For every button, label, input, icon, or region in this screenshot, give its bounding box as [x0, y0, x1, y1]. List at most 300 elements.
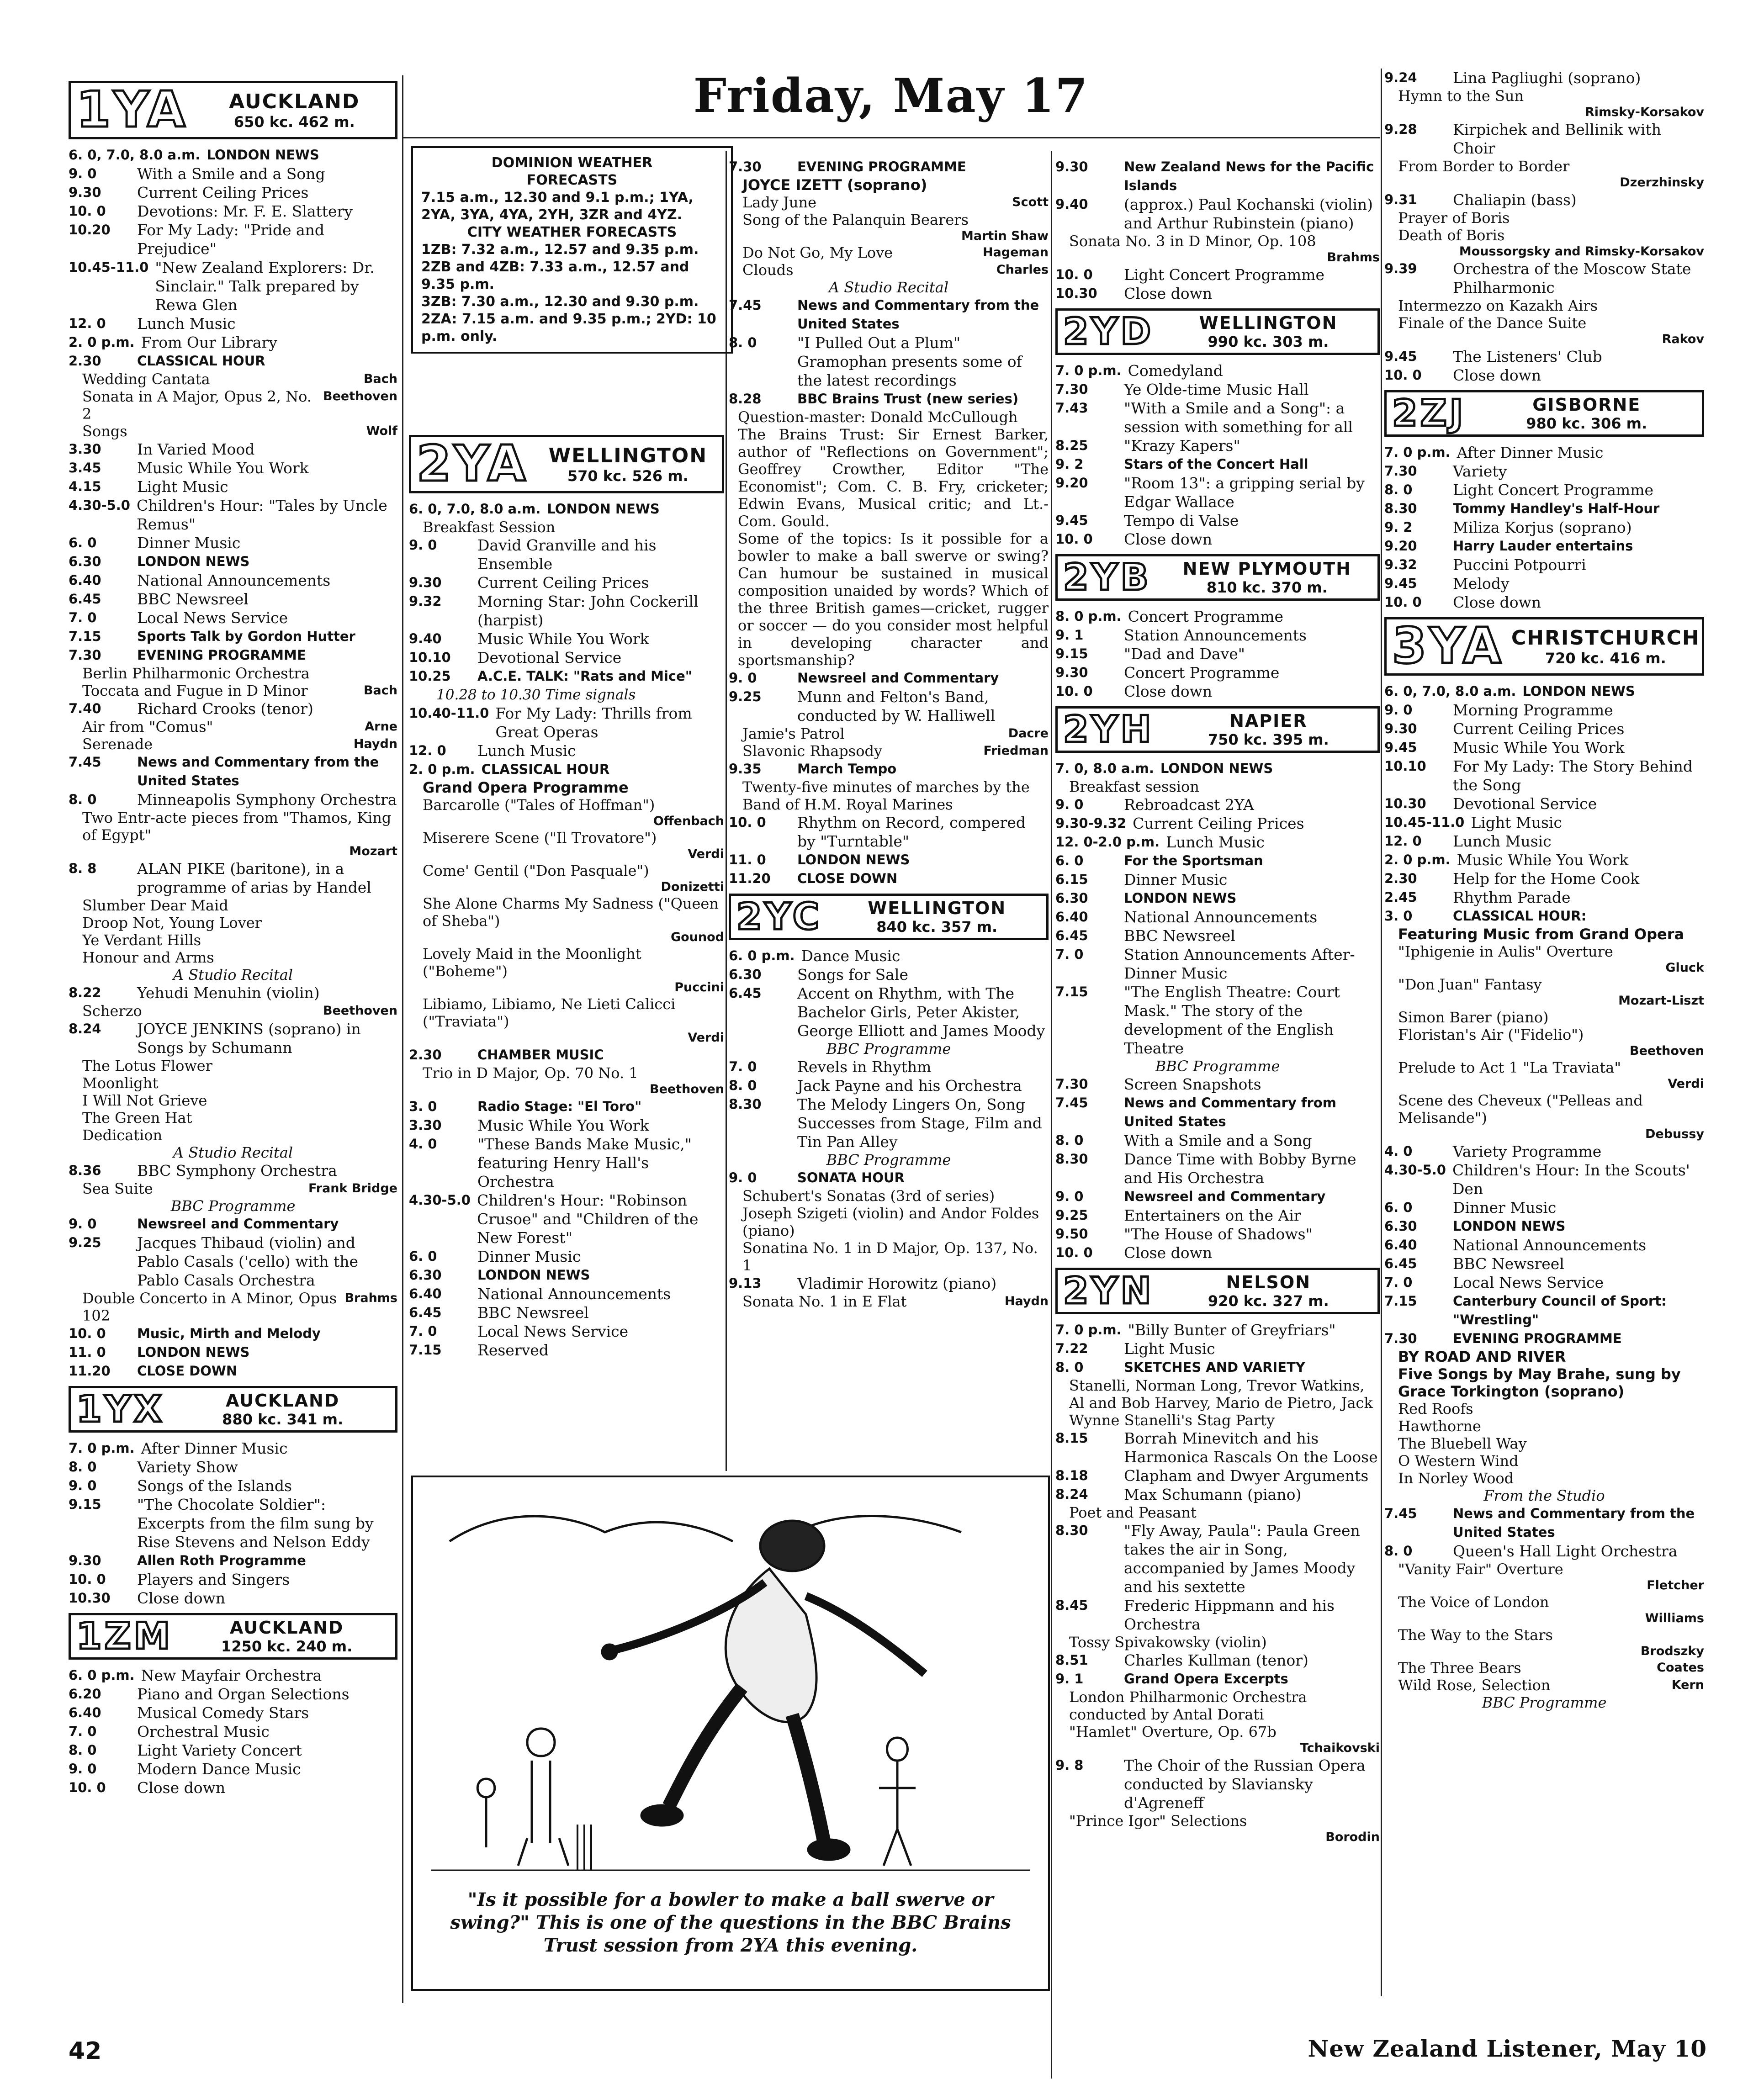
programme-detail: Some of the topics: Is it possible for a bowler to make a ball swerve or swing? Can humour be sustained in musical composition unaided by words? Which of the three British games—cricket, rugger or soccer — do you consider most helpful in developing character and sportsmanship?: [738, 530, 1049, 669]
column-rule: [402, 75, 403, 2003]
programme-item: [1055, 852, 1380, 870]
programme-item: [729, 1058, 1049, 1076]
programme-detail: Dedication: [82, 1127, 163, 1144]
programme-item: [1055, 1466, 1380, 1485]
programme-time: 9. 0: [729, 670, 757, 686]
programme-work: [69, 718, 397, 735]
programme-item: [1384, 443, 1704, 462]
programme-item: [1055, 1321, 1380, 1339]
programme-time: 9.15: [1055, 646, 1088, 661]
programme-title: National Announcements: [1124, 908, 1318, 926]
programme-detail: Death of Boris: [1398, 227, 1505, 244]
programme-detail: Prayer of Boris: [1398, 209, 1510, 227]
programme-item: [69, 859, 397, 897]
programme-title: Music While You Work: [1457, 851, 1629, 869]
programme-title: "I Pulled Out a Plum" Gramophan presents some of the latest recordings: [797, 334, 1022, 389]
programme-title: Newsreel and Commentary: [137, 1216, 339, 1232]
programme-time: 6.45: [729, 985, 762, 1001]
programme-time: 7.45: [729, 297, 762, 313]
composer: Puccini: [674, 980, 724, 994]
programme-detail: Sonata No. 3 in D Minor, Op. 108: [1069, 233, 1316, 250]
work-title: Sonata in A Major, Opus 2, No. 2: [82, 388, 312, 423]
programme-title: Light Music: [1124, 1340, 1215, 1358]
work-title: Sea Suite: [82, 1180, 153, 1197]
programme-title: Munn and Felton's Band, conducted by W. Halliwell: [797, 688, 996, 725]
programme-item: [1055, 399, 1380, 436]
programme-time: 9. 8: [1055, 1757, 1084, 1773]
programme-title: Children's Hour: In the Scouts' Den: [1452, 1161, 1690, 1198]
programme-title: Lunch Music: [1453, 832, 1552, 850]
programme-item: [1055, 1485, 1380, 1504]
programme-item: [729, 296, 1049, 333]
programme-title: News and Commentary from the United States: [137, 754, 379, 788]
programme-time: 9.30: [69, 185, 101, 200]
programme-time: 11. 0: [729, 852, 766, 868]
programme-item: [69, 1439, 397, 1458]
programme-time: 8. 0 p.m.: [1055, 608, 1122, 624]
programme-time: 9. 0: [409, 537, 437, 553]
programme-title: EVENING PROGRAMME: [797, 159, 966, 175]
programme-title: "Billy Bunter of Greyfriars": [1128, 1321, 1336, 1339]
programme-time: 9.13: [729, 1275, 762, 1291]
programme-detail: "Hamlet" Overture, Op. 67b: [1069, 1723, 1277, 1740]
programme-item: [409, 648, 724, 667]
programme-work: [729, 244, 1049, 261]
programme-title: Entertainers on the Air: [1124, 1206, 1301, 1224]
programme-time: 9.50: [1055, 1226, 1088, 1242]
programme-title: Canterbury Council of Sport: "Wrestling": [1453, 1293, 1667, 1328]
programme-item: [729, 669, 1049, 688]
station-city: AUCKLAND: [229, 90, 360, 113]
programme-title: For the Sportsman: [1124, 853, 1263, 868]
programme-time: 9. 2: [1384, 519, 1413, 535]
composer: Arne: [365, 719, 397, 734]
composer: Haydn: [353, 737, 397, 751]
programme-title: Station Announcements After-Dinner Music: [1124, 946, 1355, 982]
programme-item: [409, 667, 724, 686]
programme-item: [69, 627, 397, 646]
programme-item: [1055, 1225, 1380, 1243]
programme-item: [69, 1161, 397, 1180]
programme-time: 10. 0: [69, 1571, 106, 1587]
programme-credit: A Studio Recital: [828, 279, 949, 296]
programme-work: [729, 725, 1049, 742]
programme-title: Music While You Work: [477, 630, 649, 648]
programme-title: Orchestra of the Moscow State Philharmonic: [1453, 260, 1691, 296]
programme-title: BBC Newsreel: [1124, 927, 1235, 945]
programme-item: [729, 851, 1049, 869]
station-frequency: 980 kc. 306 m.: [1526, 415, 1647, 432]
programme-item: [729, 869, 1049, 888]
programme-detail: Poet and Peasant: [1069, 1504, 1197, 1521]
programme-time: 6. 0: [1055, 853, 1084, 868]
programme-title: Light Music: [1471, 814, 1562, 831]
programme-item: [1055, 1075, 1380, 1094]
programme-title: Current Ceiling Prices: [1133, 815, 1304, 832]
programme-item: [69, 221, 397, 258]
programme-time: 7.40: [69, 701, 101, 716]
programme-time: 9. 2: [1055, 456, 1084, 472]
composer: Rimsky-Korsakov: [1585, 105, 1704, 119]
programme-item: [69, 258, 397, 314]
work-title: Serenade: [82, 735, 153, 753]
programme-time: 7.30: [729, 159, 762, 175]
programme-title: Music While You Work: [137, 459, 309, 477]
station-header-1ya: [69, 81, 397, 139]
programme-item: [409, 1285, 724, 1303]
composer: Bach: [363, 683, 397, 698]
programme-time: 9.25: [729, 689, 762, 704]
programme-detail: Breakfast session: [1069, 778, 1199, 795]
programme-title: Max Schumann (piano): [1124, 1486, 1302, 1503]
programme-item: [1055, 511, 1380, 530]
work-title: Songs: [82, 423, 127, 440]
programme-time: 10. 0: [1055, 267, 1093, 282]
programme-time: 6.15: [1055, 872, 1088, 887]
programme-detail: Miserere Scene ("Il Trovatore"): [423, 829, 657, 846]
programme-time: 7.15: [409, 1342, 442, 1358]
programme-item: [69, 646, 397, 665]
composer: Verdi: [1668, 1077, 1704, 1091]
composer: Rakov: [1662, 332, 1704, 346]
programme-item: [69, 984, 397, 1002]
composer: Martin Shaw: [961, 229, 1049, 243]
programme-item: [69, 1233, 397, 1290]
programme-item: [1055, 682, 1380, 701]
programme-time: 8.24: [69, 1021, 101, 1037]
programme-detail: She Alone Charms My Sadness ("Queen of Sheba"): [423, 895, 719, 930]
programme-detail: Tossy Spivakowsky (violin): [1069, 1634, 1267, 1651]
programme-title: Light Concert Programme: [1124, 266, 1325, 284]
work-title: Scherzo: [82, 1002, 142, 1020]
programme-item: [1384, 1542, 1704, 1560]
programme-work: [1384, 1677, 1704, 1694]
programme-item: [69, 552, 397, 571]
programme-item: [1384, 832, 1704, 851]
work-title: Jamie's Patrol: [742, 725, 845, 742]
programme-title: With a Smile and a Song: [137, 165, 325, 183]
programme-title: LONDON NEWS: [477, 1267, 590, 1283]
programme-title: Vladimir Horowitz (piano): [797, 1275, 997, 1292]
programme-item: [409, 629, 724, 648]
programme-item: [1055, 530, 1380, 549]
programme-title: Close down: [137, 1779, 226, 1797]
programme-title: Minneapolis Symphony Orchestra: [137, 791, 397, 809]
bowler-arm: [806, 1596, 925, 1674]
programme-title: LONDON NEWS: [547, 501, 660, 517]
programme-title: Grand Opera Excerpts: [1124, 1671, 1288, 1687]
programme-time: 10.45-11.0: [69, 259, 149, 275]
programme-time: 10. 0: [729, 815, 766, 830]
programme-title: Reserved: [477, 1341, 549, 1359]
programme-item: [69, 333, 397, 352]
programme-item: [409, 592, 724, 629]
programme-time: 8.36: [69, 1163, 101, 1178]
composer: Verdi: [688, 1031, 724, 1045]
station-frequency: 1250 kc. 240 m.: [221, 1638, 353, 1655]
programme-detail: Droop Not, Young Lover: [82, 914, 262, 931]
programme-title: Devotional Service: [477, 649, 622, 666]
programme-time: 9.24: [1384, 70, 1417, 85]
programme-item: [69, 1362, 397, 1381]
programme-detail: The Voice of London: [1398, 1593, 1549, 1611]
composer: Scott: [1012, 195, 1049, 209]
station-city: GISBORNE: [1532, 395, 1641, 415]
programme-title: Close down: [1124, 530, 1213, 548]
programme-title: Station Announcements: [1124, 626, 1307, 644]
station-header-1yx: [69, 1386, 397, 1433]
weather-line: 2ZB and 4ZB: 7.33 a.m., 12.57 and 9.35 p.m.: [421, 259, 689, 292]
composer: Mozart: [349, 844, 397, 858]
programme-detail: Ye Verdant Hills: [82, 931, 201, 949]
programme-title: LONDON NEWS: [1124, 890, 1237, 906]
programme-time: 6.45: [1384, 1256, 1417, 1271]
composer: Wolf: [366, 424, 397, 438]
composer: Offenbach: [653, 814, 724, 828]
cricket-bowler-drawing: [413, 1477, 1048, 1884]
programme-detail: Slumber Dear Maid: [82, 897, 228, 914]
programme-time: 9.20: [1384, 538, 1417, 554]
station-header-2yc: [729, 894, 1049, 940]
programme-time: 12. 0: [69, 316, 106, 331]
programme-title: CLOSE DOWN: [137, 1363, 238, 1379]
programme-title: "Krazy Kapers": [1124, 437, 1240, 455]
programme-item: [69, 1020, 397, 1057]
programme-time: 7.30: [1055, 1076, 1088, 1092]
station-header-2ya: [409, 435, 724, 493]
composer: Mozart-Liszt: [1618, 994, 1704, 1008]
programme-item: [1055, 1094, 1380, 1131]
programme-item: [409, 500, 724, 518]
programme-title: Variety Show: [137, 1458, 238, 1476]
programme-title: In Varied Mood: [137, 440, 255, 458]
programme-detail: Schubert's Sonatas (3rd of series): [742, 1187, 995, 1205]
programme-title: Borrah Minevitch and his Harmonica Rascals On the Loose: [1124, 1429, 1378, 1466]
programme-detail: Stanelli, Norman Long, Trevor Watkins, Al and Bob Harvey, Mario de Pietro, Jack Wynne Stanelli's Stag Party: [1069, 1377, 1373, 1429]
programme-detail: "Don Juan" Fantasy: [1398, 976, 1542, 993]
programme-title: BBC Newsreel: [1453, 1255, 1564, 1273]
programme-time: 9.30: [1055, 665, 1088, 680]
programme-title: "With a Smile and a Song": a session with something for all: [1124, 399, 1353, 436]
programme-item: [1384, 701, 1704, 719]
programme-detail: Two Entr-acte pieces from "Thamos, King of Egypt": [82, 809, 392, 844]
programme-title: Yehudi Menuhin (violin): [137, 984, 320, 1002]
programme-title: Local News Service: [477, 1322, 629, 1340]
bowler-head: [760, 1521, 824, 1571]
illustration-caption: "Is it possible for a bowler to make a ball swerve or swing?" This is one of the questions in the BBC Brains Trust session from 2YA this evening.: [450, 1889, 1011, 1956]
programme-time: 10.45-11.0: [1384, 815, 1465, 830]
programme-item: [1055, 380, 1380, 399]
station-city: WELLINGTON: [868, 898, 1006, 918]
programme-title: (approx.) Paul Kochanski (violin) and Arthur Rubinstein (piano): [1124, 196, 1373, 232]
programme-detail: Song of the Palanquin Bearers: [742, 211, 969, 228]
programme-time: 6.40: [1384, 1237, 1417, 1253]
programme-title: "New Zealand Explorers: Dr. Sinclair." Talk prepared by Rewa Glen: [155, 259, 375, 314]
programme-time: 3.30: [409, 1117, 442, 1133]
programme-time: 7. 0 p.m.: [69, 1440, 135, 1456]
programme-item: [1055, 474, 1380, 511]
programme-title: Current Ceiling Prices: [477, 574, 649, 592]
programme-time: 4. 0: [409, 1136, 437, 1152]
programme-item: [1055, 1358, 1380, 1377]
programme-detail: Prelude to Act 1 "La Traviata": [1398, 1059, 1621, 1076]
programme-item: [1055, 645, 1380, 663]
programme-title: Queen's Hall Light Orchestra: [1453, 1542, 1678, 1560]
programme-time: 7. 0, 8.0 a.m.: [1055, 761, 1154, 776]
programme-title: Musical Comedy Stars: [137, 1704, 309, 1722]
programme-time: 6.45: [1055, 928, 1088, 943]
programme-title: LONDON NEWS: [1453, 1218, 1566, 1234]
programme-title: A.C.E. TALK: "Rats and Mice": [477, 668, 692, 684]
programme-time: 6. 0 p.m.: [729, 948, 795, 963]
composer: Kern: [1671, 1678, 1704, 1692]
programme-time: 11. 0: [69, 1344, 106, 1360]
programme-title: Close down: [1453, 593, 1541, 611]
programme-item: [1055, 1243, 1380, 1262]
programme-work: [1384, 1659, 1704, 1677]
programme-item: [1055, 1521, 1380, 1596]
programme-title: Close down: [1124, 682, 1213, 700]
programme-time: 7.15: [1055, 984, 1088, 1000]
programme-detail: The Brains Trust: Sir Ernest Barker, author of "Reflections on Government"; Geoffrey Crowther, Editor "The Economist"; Com. C. B. Fry, cricketer; Edwin Evans, Musical critic; and Lt.-Com. Gould.: [738, 426, 1049, 530]
programme-item: [729, 688, 1049, 725]
programme-title: For My Lady: "Pride and Prejudice": [137, 221, 325, 258]
programme-title: Jacques Thibaud (violin) and Pablo Casals ('cello) with the Pablo Casals Orchestra: [137, 1234, 359, 1289]
column-rule: [1381, 69, 1382, 1996]
programme-item: [1055, 795, 1380, 814]
programme-time: 8. 0: [1055, 1359, 1084, 1375]
programme-time: 6.40: [69, 572, 101, 588]
programme-work: [729, 261, 1049, 279]
programme-item: [1384, 738, 1704, 757]
programme-work: [729, 194, 1049, 211]
station-city: NAPIER: [1229, 711, 1308, 731]
programme-item: [1055, 833, 1380, 852]
cloud-stroke: [450, 1516, 733, 1541]
programme-title: Children's Hour: "Robinson Crusoe" and "Children of the New Forest": [477, 1191, 699, 1247]
programme-item: [69, 352, 397, 370]
programme-title: Harry Lauder entertains: [1453, 538, 1633, 554]
programme-title: Charles Kullman (tenor): [1124, 1651, 1308, 1669]
programme-title: Ye Olde-time Music Hall: [1124, 381, 1309, 398]
programme-item: [1384, 593, 1704, 612]
programme-item: [409, 1322, 724, 1341]
programme-item: [69, 183, 397, 202]
programme-detail: Berlin Philharmonic Orchestra: [82, 665, 310, 682]
programme-detail: Question-master: Donald McCullough: [738, 408, 1018, 426]
programme-item: [409, 1303, 724, 1322]
programme-title: Light Variety Concert: [137, 1741, 302, 1759]
programme-time: 9.45: [1384, 576, 1417, 591]
programme-detail: In Norley Wood: [1398, 1470, 1514, 1487]
programme-item: [1384, 120, 1704, 158]
programme-item: [1055, 945, 1380, 983]
programme-time: 7.15: [69, 629, 101, 644]
programme-item: [729, 158, 1049, 176]
programme-title: LONDON NEWS: [207, 147, 319, 163]
programme-time: 9.30: [409, 575, 442, 590]
programme-item: [1055, 436, 1380, 455]
composer: Gluck: [1665, 961, 1704, 975]
programme-item: [69, 571, 397, 590]
programme-time: 3.45: [69, 460, 101, 476]
programme-time: 9. 1: [1055, 627, 1084, 643]
programme-item: [69, 790, 397, 809]
work-title: Wild Rose, Selection: [1398, 1677, 1551, 1694]
programme-title: Puccini Potpourri: [1453, 556, 1586, 574]
programme-detail: Twenty-five minutes of marches by the Band of H.M. Royal Marines: [742, 778, 1030, 813]
programme-title: Sports Talk by Gordon Hutter: [137, 629, 355, 644]
column-3: [729, 158, 1049, 1310]
programme-title: Music, Mirth and Melody: [137, 1326, 321, 1341]
programme-work: [69, 682, 397, 699]
programme-title: Newsreel and Commentary: [797, 670, 999, 686]
programme-title: Morning Programme: [1453, 701, 1613, 719]
programme-title: Concert Programme: [1124, 664, 1280, 682]
programme-time: 9.30: [1055, 159, 1088, 175]
station-call-sign: 2YD: [1063, 310, 1154, 353]
programme-item: [729, 390, 1049, 408]
programme-item: [1055, 284, 1380, 303]
programme-title: JOYCE JENKINS (soprano) in Songs by Schumann: [137, 1020, 361, 1057]
programme-title: EVENING PROGRAMME: [1453, 1331, 1622, 1346]
programme-item: [69, 164, 397, 183]
programme-detail: Hymn to the Sun: [1398, 87, 1524, 105]
programme-title: Close down: [1124, 1244, 1213, 1262]
programme-item: [69, 202, 397, 221]
programme-subheading: Grand Opera Programme: [423, 779, 629, 796]
programme-item: [1384, 888, 1704, 907]
programme-item: [69, 1741, 397, 1760]
programme-item: [1384, 757, 1704, 794]
programme-item: [409, 1247, 724, 1266]
programme-item: [1384, 682, 1704, 701]
programme-work: [69, 370, 397, 388]
composer: Brahms: [344, 1291, 397, 1305]
programme-time: 8. 0: [729, 335, 757, 350]
programme-subheading: BY ROAD AND RIVER: [1398, 1348, 1566, 1365]
programme-title: CHAMBER MUSIC: [477, 1047, 604, 1063]
programme-item: [409, 1191, 724, 1247]
programme-time: 7.15: [1384, 1293, 1417, 1309]
programme-time: 9.40: [1055, 196, 1088, 212]
composer: Williams: [1645, 1611, 1704, 1625]
programme-item: [69, 1476, 397, 1495]
programme-time: 2. 0 p.m.: [1384, 852, 1451, 868]
programme-time: 7.45: [1055, 1095, 1088, 1111]
programme-time: 10.30: [1384, 796, 1426, 811]
programme-time: 8.30: [1384, 501, 1417, 516]
programme-time: 6.30: [729, 967, 762, 982]
programme-title: Music While You Work: [1453, 739, 1625, 756]
programme-work: [729, 742, 1049, 760]
programme-item: [1384, 69, 1704, 87]
programme-title: Dinner Music: [477, 1248, 581, 1265]
programme-item: [1384, 537, 1704, 555]
programme-item: [1055, 663, 1380, 682]
programme-credit: A Studio Recital: [173, 966, 293, 984]
programme-credit: BBC Programme: [1155, 1058, 1280, 1075]
programme-time: 6.30: [1055, 890, 1088, 906]
programme-item: [69, 1722, 397, 1741]
programme-item: [1055, 361, 1380, 380]
programme-item: [69, 699, 397, 718]
programme-item: [1384, 1504, 1704, 1542]
programme-title: For My Lady: Thrills from Great Operas: [495, 704, 692, 741]
programme-item: [1384, 518, 1704, 537]
station-call-sign: 3YA: [1392, 618, 1504, 675]
composer: Moussorgsky and Rimsky-Korsakov: [1459, 244, 1704, 259]
